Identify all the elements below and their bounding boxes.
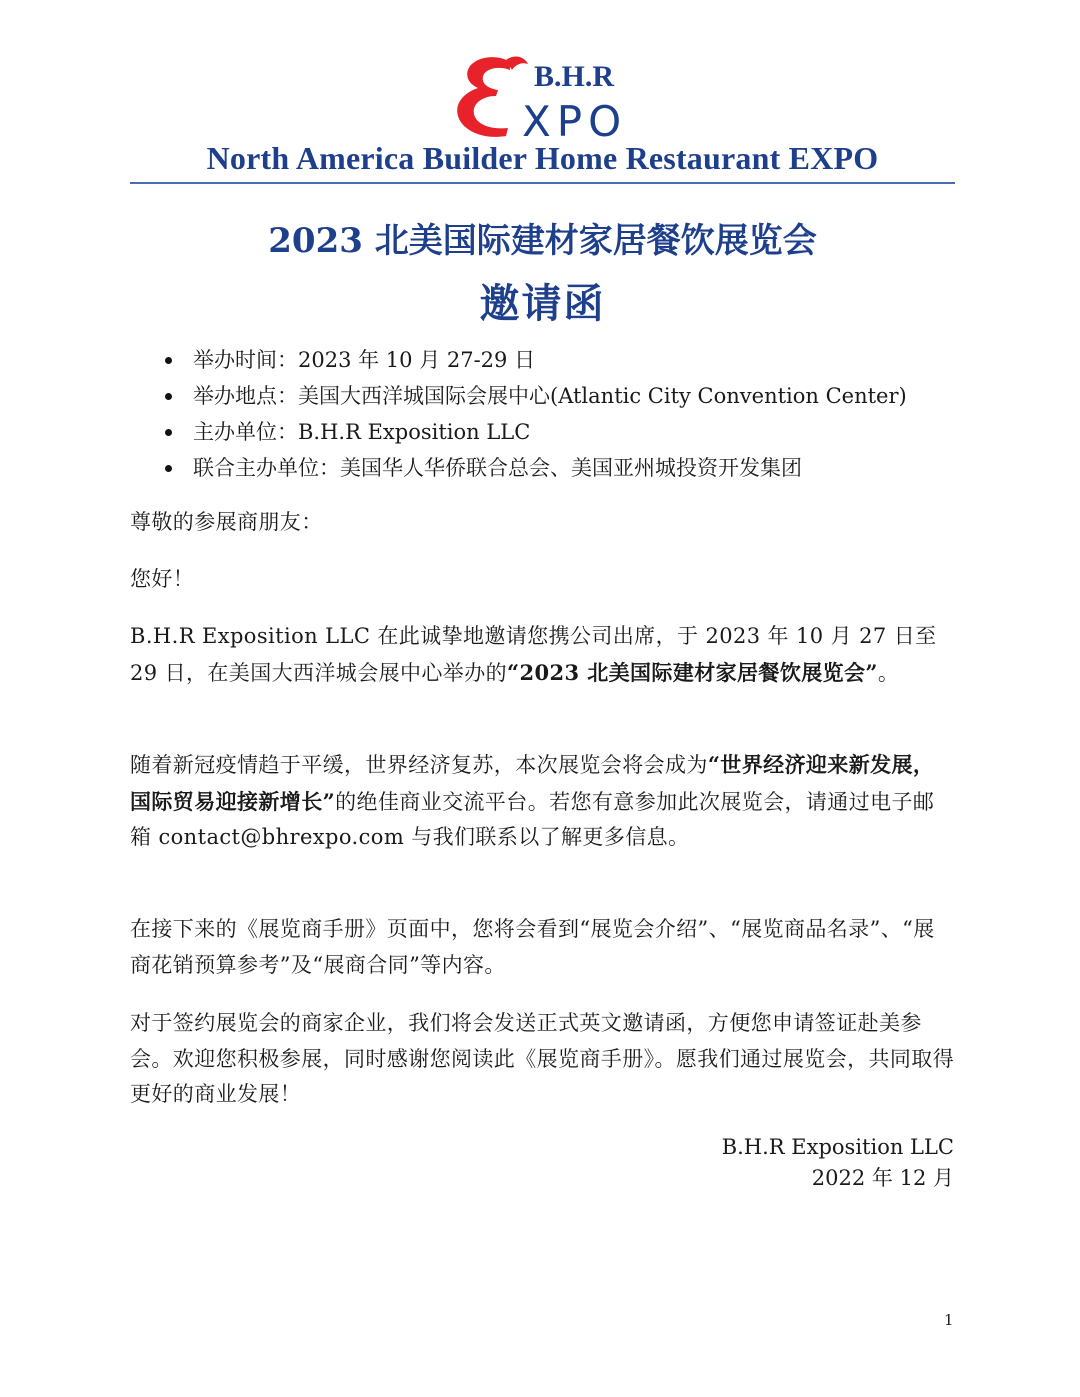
paragraph-text: 随着新冠疫情趋于平缓，世界经济复苏，本次展览会将会成为 bbox=[130, 753, 708, 777]
expo-name-heading: North America Builder Home Restaurant EXPO bbox=[206, 140, 879, 176]
bullet-icon bbox=[165, 393, 172, 400]
bullet-icon bbox=[165, 357, 172, 364]
platform-paragraph bbox=[130, 747, 955, 856]
paragraph-text: 。 bbox=[877, 660, 900, 685]
list-item bbox=[163, 342, 907, 378]
bullet-icon bbox=[165, 465, 172, 472]
document-subtitle: 邀请函 bbox=[479, 280, 606, 327]
invitation-paragraph bbox=[130, 619, 955, 691]
logo-brand-top: B.H.R bbox=[534, 60, 615, 93]
list-item bbox=[163, 378, 907, 414]
paragraph-text: B.H.R Exposition LLC 在此诚挚地邀请您携公司出席，于 2023 年 10 月 27 日至 29 日，在美国大西洋城会展中心举办的 bbox=[130, 624, 937, 685]
header-divider bbox=[130, 182, 955, 184]
event-details-list bbox=[163, 342, 907, 486]
greeting: 您好！ bbox=[130, 567, 195, 591]
visa-paragraph: 对于签约展览会的商家企业，我们将会发送正式英文邀请函，方便您申请签证赴美参会。欢迎您积极参展，同时感谢您阅读此《展览商手册》。愿我们通过展览会，共同取得更好的商业发展！ bbox=[130, 1011, 955, 1106]
logo-brand-bottom: XPO bbox=[522, 97, 628, 145]
signature-company: B.H.R Exposition LLC bbox=[721, 1135, 954, 1159]
event-venue: 举办地点：美国大西洋城国际会展中心(Atlantic City Convention Center) bbox=[193, 384, 907, 408]
bhr-expo-logo bbox=[448, 50, 638, 145]
event-time: 举办时间：2023 年 10 月 27-29 日 bbox=[193, 348, 536, 372]
document-title: 2023 北美国际建材家居餐饮展览会 bbox=[268, 221, 817, 261]
paragraph-text: 的绝佳商业交流平台。若您有意参加此次展览会，请通过电子邮箱 contact@bhrexpo.com 与我们联系以了解更多信息。 bbox=[130, 789, 935, 849]
event-co-organizer: 联合主办单位：美国华人华侨联合总会、美国亚州城投资开发集团 bbox=[193, 456, 802, 480]
list-item bbox=[163, 414, 907, 450]
list-item bbox=[163, 450, 907, 486]
page-number: 1 bbox=[944, 1311, 954, 1329]
signature-block bbox=[722, 1132, 954, 1194]
bullet-icon bbox=[165, 429, 172, 436]
salutation: 尊敬的参展商朋友： bbox=[130, 510, 323, 534]
event-organizer: 主办单位：B.H.R Exposition LLC bbox=[193, 420, 531, 444]
paragraph-emphasis: “2023 北美国际建材家居餐饮展览会” bbox=[507, 659, 878, 685]
signature-date: 2022 年 12 月 bbox=[811, 1166, 954, 1190]
handbook-paragraph: 在接下来的《展览商手册》页面中，您将会看到“展览会介绍”、“展览商品名录”、“展商花销预算参考”及“展商合同”等内容。 bbox=[130, 917, 935, 977]
logo-e-mark bbox=[457, 57, 510, 137]
paragraph-emphasis: “世界经济迎来新发展，国际贸易迎接新增长” bbox=[130, 752, 935, 814]
